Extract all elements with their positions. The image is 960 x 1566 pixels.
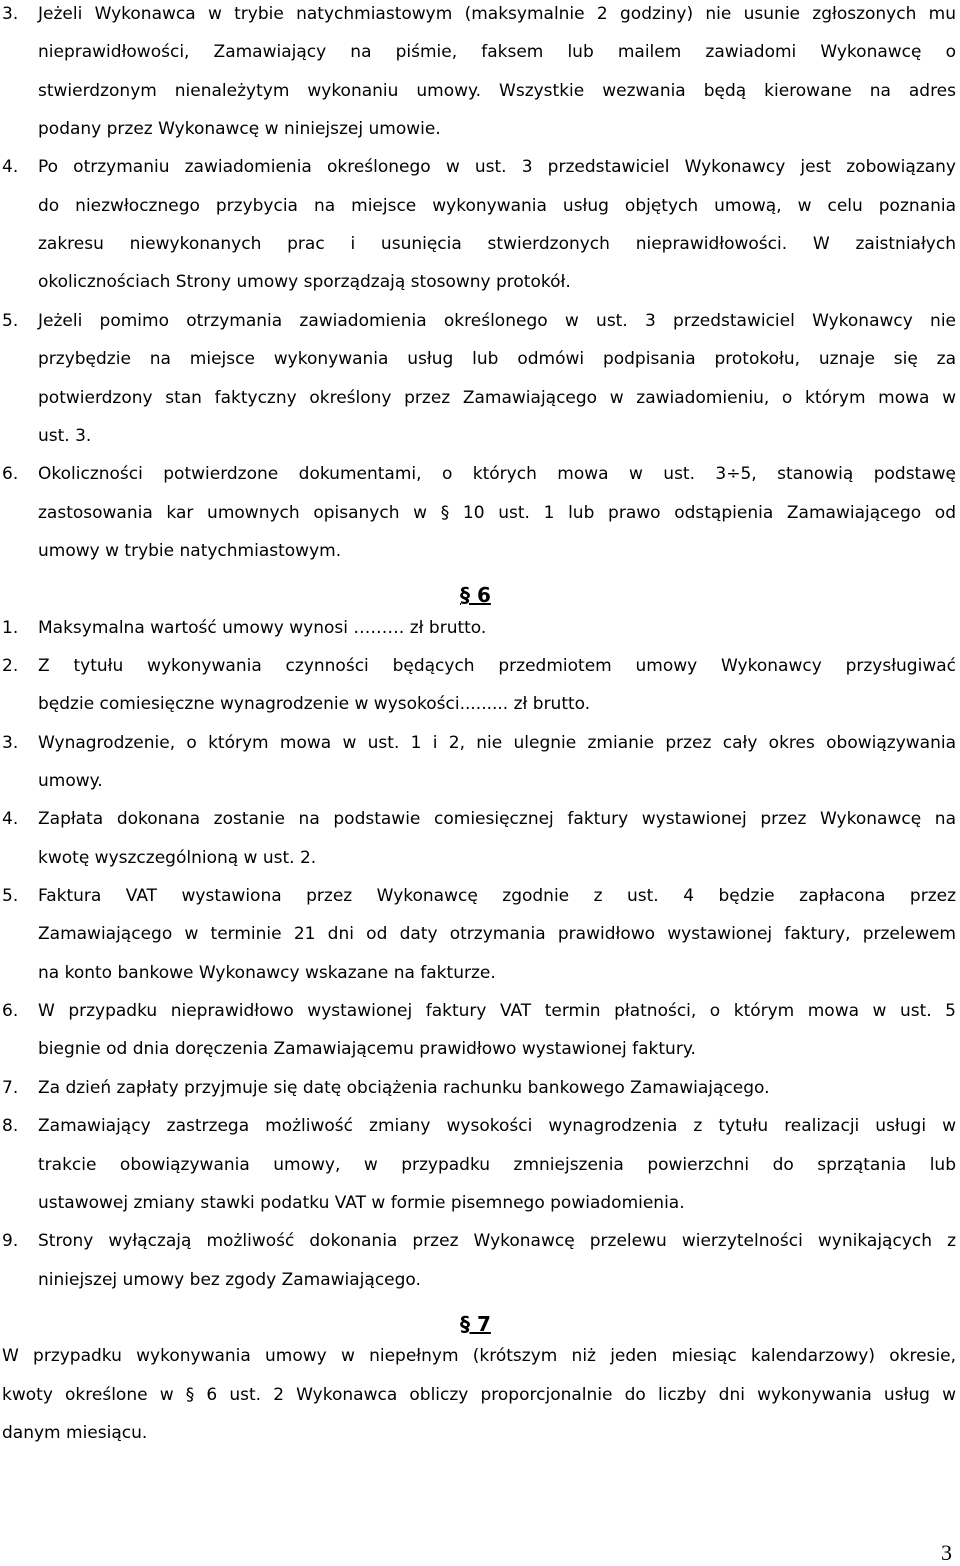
item-text-line: W przypadku nieprawidłowo wystawionej faktury VAT termin płatności, o którym mowa w ust. 5 [38,1001,956,1022]
item-number: 5. [2,886,19,907]
item-text-line: Zamawiający zastrzega możliwość zmiany wysokości wynagrodzenia z tytułu realizacji usługi w [38,1116,956,1137]
item-number: 6. [2,1001,19,1022]
item-text-line: na konto bankowe Wykonawcy wskazane na fakturze. [38,962,496,983]
item-text-line: zastosowania kar umownych opisanych w § 10 ust. 1 lub prawo odstąpienia Zamawiającego od [38,502,956,523]
item-number: 6. [2,464,19,485]
item-text-line: Okoliczności potwierdzone dokumentami, o których mowa w ust. 3÷5, stanowią podstawę [38,464,956,485]
item-text-line: trakcie obowiązywania umowy, w przypadku zmniejszenia powierzchni do sprzątania lub [38,1154,956,1175]
item-text-line: Jeżeli pomimo otrzymania zawiadomienia określonego w ust. 3 przedstawiciel Wykonawcy nie [38,310,956,331]
item-text-line: okolicznościach Strony umowy sporządzają stosowny protokół. [38,272,571,293]
section-heading: § 6 [460,583,491,608]
paragraph-line: W przypadku wykonywania umowy w niepełnym (krótszym niż jeden miesiąc kalendarzowy) okresie, [2,1346,956,1367]
item-text-line: umowy w trybie natychmiastowym. [38,540,342,561]
item-number: 8. [2,1116,19,1137]
item-number: 3. [2,4,19,24]
item-text-line: nieprawidłowości, Zamawiający na piśmie, faksem lub mailem zawiadomi Wykonawcę o [38,42,956,63]
item-text-line: umowy. [38,771,103,791]
item-text-line: Maksymalna wartość umowy wynosi ……… zł brutto. [38,617,487,638]
item-text-line: Z tytułu wykonywania czynności będących przedmiotem umowy Wykonawcy przysługiwać [38,655,956,676]
item-text-line: zakresu niewykonanych prac i usunięcia stwierdzonych nieprawidłowości. W zaistniałych [38,234,956,255]
item-text-line: będzie comiesięczne wynagrodzenie w wysokości......... zł brutto. [38,694,591,715]
item-text-line: Zapłata dokonana zostanie na podstawie comiesięcznej faktury wystawionej przez Wykonawcę na [38,809,956,830]
item-number: 5. [2,310,19,331]
item-number: 2. [2,655,19,676]
item-number: 9. [2,1231,19,1252]
item-text-line: Po otrzymaniu zawiadomienia określonego w ust. 3 przedstawiciel Wykonawcy jest zobowiązany [38,157,956,178]
item-text-line: niniejszej umowy bez zgody Zamawiającego. [38,1269,421,1290]
item-text-line: kwotę wyszczególnioną w ust. 2. [38,847,317,868]
section-heading: § 7 [460,1311,491,1336]
item-number: 1. [2,617,19,638]
item-text-line: Zamawiającego w terminie 21 dni od daty otrzymania prawidłowo wystawionej faktury, przelewem [38,924,956,945]
paragraph-line: danym miesiącu. [2,1422,148,1443]
item-text-line: Wynagrodzenie, o którym mowa w ust. 1 i 2, nie ulegnie zmianie przez cały okres obowiązywania [38,732,956,753]
item-text-line: Strony wyłączają możliwość dokonania przez Wykonawcę przelewu wierzytelności wynikających z [38,1231,956,1252]
item-number: 7. [2,1077,19,1098]
item-text-line: Za dzień zapłaty przyjmuje się datę obciążenia rachunku bankowego Zamawiającego. [38,1077,770,1098]
item-text-line: przybędzie na miejsce wykonywania usług lub odmówi podpisania protokołu, uznaje się za [38,349,956,370]
page-number: 3 [941,1540,952,1565]
item-text-line: stwierdzonym nienależytym wykonaniu umowy. Wszystkie wezwania będą kierowane na adres [38,80,956,101]
item-text-line: do niezwłocznego przybycia na miejsce wykonywania usług objętych umową, w celu poznania [38,195,956,216]
paragraph-line: kwoty określone w § 6 ust. 2 Wykonawca obliczy proporcjonalnie do liczby dni wykonywania usług w [2,1384,956,1405]
item-text-line: potwierdzony stan faktyczny określony przez Zamawiającego w zawiadomieniu, o którym mowa w [38,387,956,408]
item-number: 4. [2,157,19,178]
item-number: 3. [2,732,19,753]
item-text-line: ust. 3. [38,425,92,446]
item-number: 4. [2,809,19,830]
item-text-line: Faktura VAT wystawiona przez Wykonawcę zgodnie z ust. 4 będzie zapłacona przez [38,886,956,907]
item-text-line: ustawowej zmiany stawki podatku VAT w formie pisemnego powiadomienia. [38,1192,685,1213]
item-text-line: podany przez Wykonawcę w niniejszej umowie. [38,119,441,140]
item-text-line: Jeżeli Wykonawca w trybie natychmiastowym (maksymalnie 2 godziny) nie usunie zgłoszonych mu [38,4,956,24]
item-text-line: biegnie od dnia doręczenia Zamawiającemu prawidłowo wystawionej faktury. [38,1039,696,1060]
